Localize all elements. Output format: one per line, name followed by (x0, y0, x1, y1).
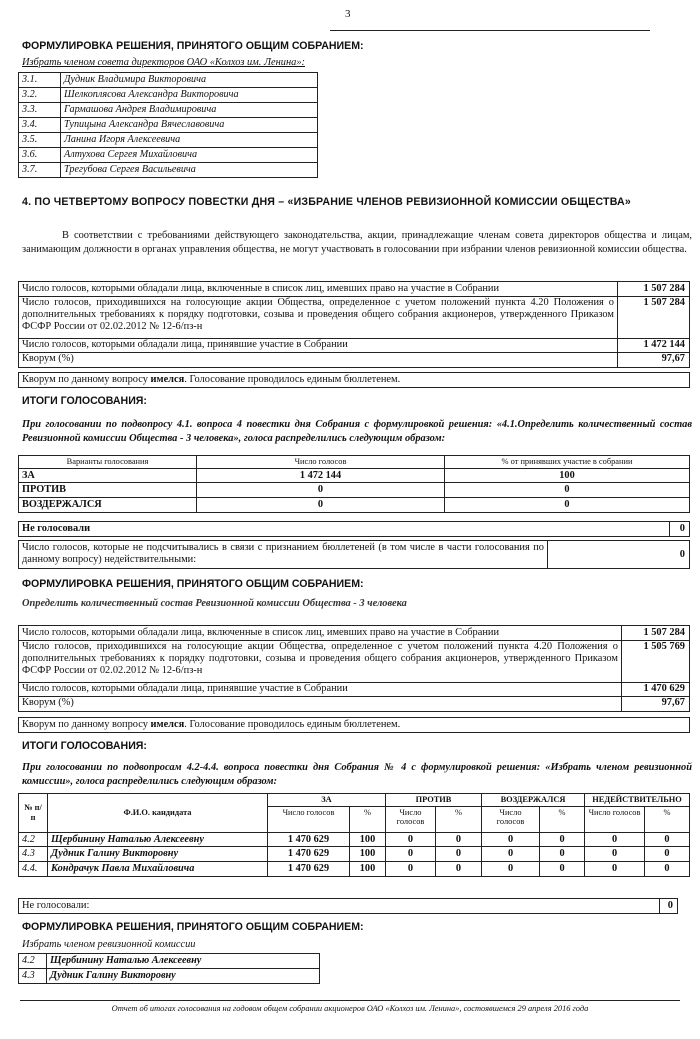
row-label: Число голосов, которыми обладали лица, включенные в список лиц, имевших право на участие в Собрании (22, 283, 500, 294)
top-rule (330, 30, 650, 31)
table-row: ПРОТИВ 0 0 (19, 483, 690, 498)
footer-text: Отчет об итогах голосования на годовом общем собрании акционеров ОАО «Колхоз им. Ленина», состоявшемся 29 апреля 2016 года (111, 1004, 589, 1013)
question-title: 4. ПО ЧЕТВЕРТОМУ ВОПРОСУ ПОВЕСТКИ ДНЯ – «ИЗБРАНИЕ ЧЛЕНОВ РЕВИЗИОННОЙ КОМИССИИ ОБЩЕСТВА» (22, 196, 631, 208)
results-heading: ИТОГИ ГОЛОСОВАНИЯ: (22, 740, 147, 752)
row-value: 97,67 (661, 697, 685, 708)
list-item: 3.1. Дудник Владимира Викторовича (19, 73, 318, 88)
results-intro: При голосовании по подвопросам 4.2-4.4. вопроса повестки дня Собрания № 4 с формулировкой решения: «Избрать членом ревизионной комиссии», голоса распределились следующим образом: (22, 762, 692, 787)
table-row: ЗА 1 472 144 100 (19, 468, 690, 483)
invalid-votes-row: Число голосов, которые не подсчитывались в связи с признанием бюллетеней (в том числе в части голосования по данному вопросу) недействительными: 0 (18, 540, 690, 569)
decision-intro: Избрать членом совета директоров ОАО «Колхоз им. Ленина»: (22, 57, 305, 68)
table-row: 4.4. Кондрачук Павла Михайловича 1 470 629 100 0 0 0 0 0 0 (19, 862, 690, 877)
results-heading: ИТОГИ ГОЛОСОВАНИЯ: (22, 395, 147, 407)
not-voted-row: Не голосовали: 0 (18, 898, 678, 914)
section-heading: ФОРМУЛИРОВКА РЕШЕНИЯ, ПРИНЯТОГО ОБЩИМ СОБРАНИЕМ: (22, 921, 364, 933)
list-item: 4.2 Щербинину Наталью Алексеевну (19, 954, 320, 969)
list-item: 4.3 Дудник Галину Викторовну (19, 969, 320, 984)
row-value: 1 507 284 (643, 297, 685, 308)
section-heading: ФОРМУЛИРОВКА РЕШЕНИЯ, ПРИНЯТОГО ОБЩИМ СОБРАНИЕМ: (22, 40, 364, 52)
quorum-note: Кворум по данному вопросу имелся. Голосование проводилось единым бюллетенем. (18, 372, 690, 388)
row-label: Число голосов, которыми обладали лица, принявшие участие в Собрании (22, 339, 348, 350)
table-row: ВОЗДЕРЖАЛСЯ 0 0 (19, 498, 690, 513)
list-item: 3.7. Трегубова Сергея Васильевича (19, 163, 318, 178)
row-value: 1 470 629 (643, 683, 685, 694)
row-label: Число голосов, которыми обладали лица, включенные в список лиц, имевших право на участие в Собрании (22, 627, 500, 638)
not-voted-row: Не голосовали 0 (18, 521, 690, 537)
table-row: 4.3 Дудник Галину Викторовну 1 470 629 100 0 0 0 0 0 0 (19, 847, 690, 862)
candidates-table: № п/п Ф.И.О. кандидата ЗА ПРОТИВ ВОЗДЕРЖАЛСЯ НЕДЕЙСТВИТЕЛЬНО Число голосов % Число голосов % Число голосов % Число голосов % 4.2 Щербинину Наталью Алексеевну 1 470 629 100 0 0 0 0 0 0 4.3 Дудник Галину Викторовну 1 470 629 100 0 0 0 0 0 0 4.4. Кондрачук Павла Михайловича 1 470 629 100 0 0 0 0 0 0 (18, 793, 690, 877)
list-item: 3.3. Гармашова Андрея Владимировича (19, 103, 318, 118)
list-item: 3.2. Шелкоплясова Александра Викторовича (19, 88, 318, 103)
table-row: 4.2 Щербинину Наталью Алексеевну 1 470 629 100 0 0 0 0 0 0 (19, 832, 690, 847)
row-label: Число голосов, которыми обладали лица, принявшие участие в Собрании (22, 683, 348, 694)
list-item: 3.4. Тупицына Александра Вячеславовича (19, 118, 318, 133)
results-intro: При голосовании по подвопросу 4.1. вопроса 4 повестки дня Собрания с формулировкой решения: «4.1.Определить количественный состав Ревизионной комиссии Общества - 3 человека», голоса распределились следующим образом: (22, 419, 692, 444)
row-value: 1 472 144 (643, 339, 685, 350)
list-item: 3.6. Алтухова Сергея Михайловича (19, 148, 318, 163)
list-item: 3.5. Ланина Игоря Алексеевича (19, 133, 318, 148)
votes-table (18, 281, 690, 368)
row-label: Кворум (%) (22, 697, 74, 708)
page-number: 3 (345, 8, 351, 20)
row-value: 1 507 284 (643, 627, 685, 638)
decision-intro: Избрать членом ревизионной комиссии (22, 939, 196, 950)
row-value: 1 507 284 (643, 283, 685, 294)
footer-rule (20, 1000, 680, 1001)
decision-text: Определить количественный состав Ревизионной комиссии Общества - 3 человека (22, 598, 407, 609)
commission-table (18, 953, 320, 984)
row-label: Число голосов, приходившихся на голосующие акции Общества, определенное с учетом положений пункта 4.20 Положения о дополнительных требованиях к порядку подготовки, созыва и проведения общего собрания акционеров, утвержденного Приказом ФСФР России от 02.02.2012 № 12-6/пз-н (22, 297, 614, 332)
section-heading: ФОРМУЛИРОВКА РЕШЕНИЯ, ПРИНЯТОГО ОБЩИМ СОБРАНИЕМ: (22, 578, 364, 590)
quorum-note: Кворум по данному вопросу имелся. Голосование проводилось единым бюллетенем. (18, 717, 690, 733)
voting-results-table: Варианты голосования Число голосов % от принявших участие в собрании ЗА 1 472 144 100 ПРОТИВ 0 0 ВОЗДЕРЖАЛСЯ 0 0 (18, 455, 690, 513)
row-value: 97,67 (661, 353, 685, 364)
row-label: Число голосов, приходившихся на голосующие акции Общества, определенное с учетом положений пункта 4.20 Положения о дополнительных требованиях к порядку подготовки, созыва и проведения общего собрания акционеров, утвержденного Приказом ФСФР России от 02.02.2012 № 12-6/пз-н (22, 641, 618, 676)
question-paragraph: В соответствии с требованиями действующего законодательства, акции, принадлежащие членам совета директоров общества и лицам, занимающим должности в органах управления общества, не могут участвовать в голосовании при избрании членов ревизионной комиссии общества. (22, 230, 692, 255)
votes-table (18, 625, 690, 712)
row-label: Кворум (%) (22, 353, 74, 364)
row-value: 1 505 769 (643, 641, 685, 652)
directors-table (18, 72, 318, 178)
